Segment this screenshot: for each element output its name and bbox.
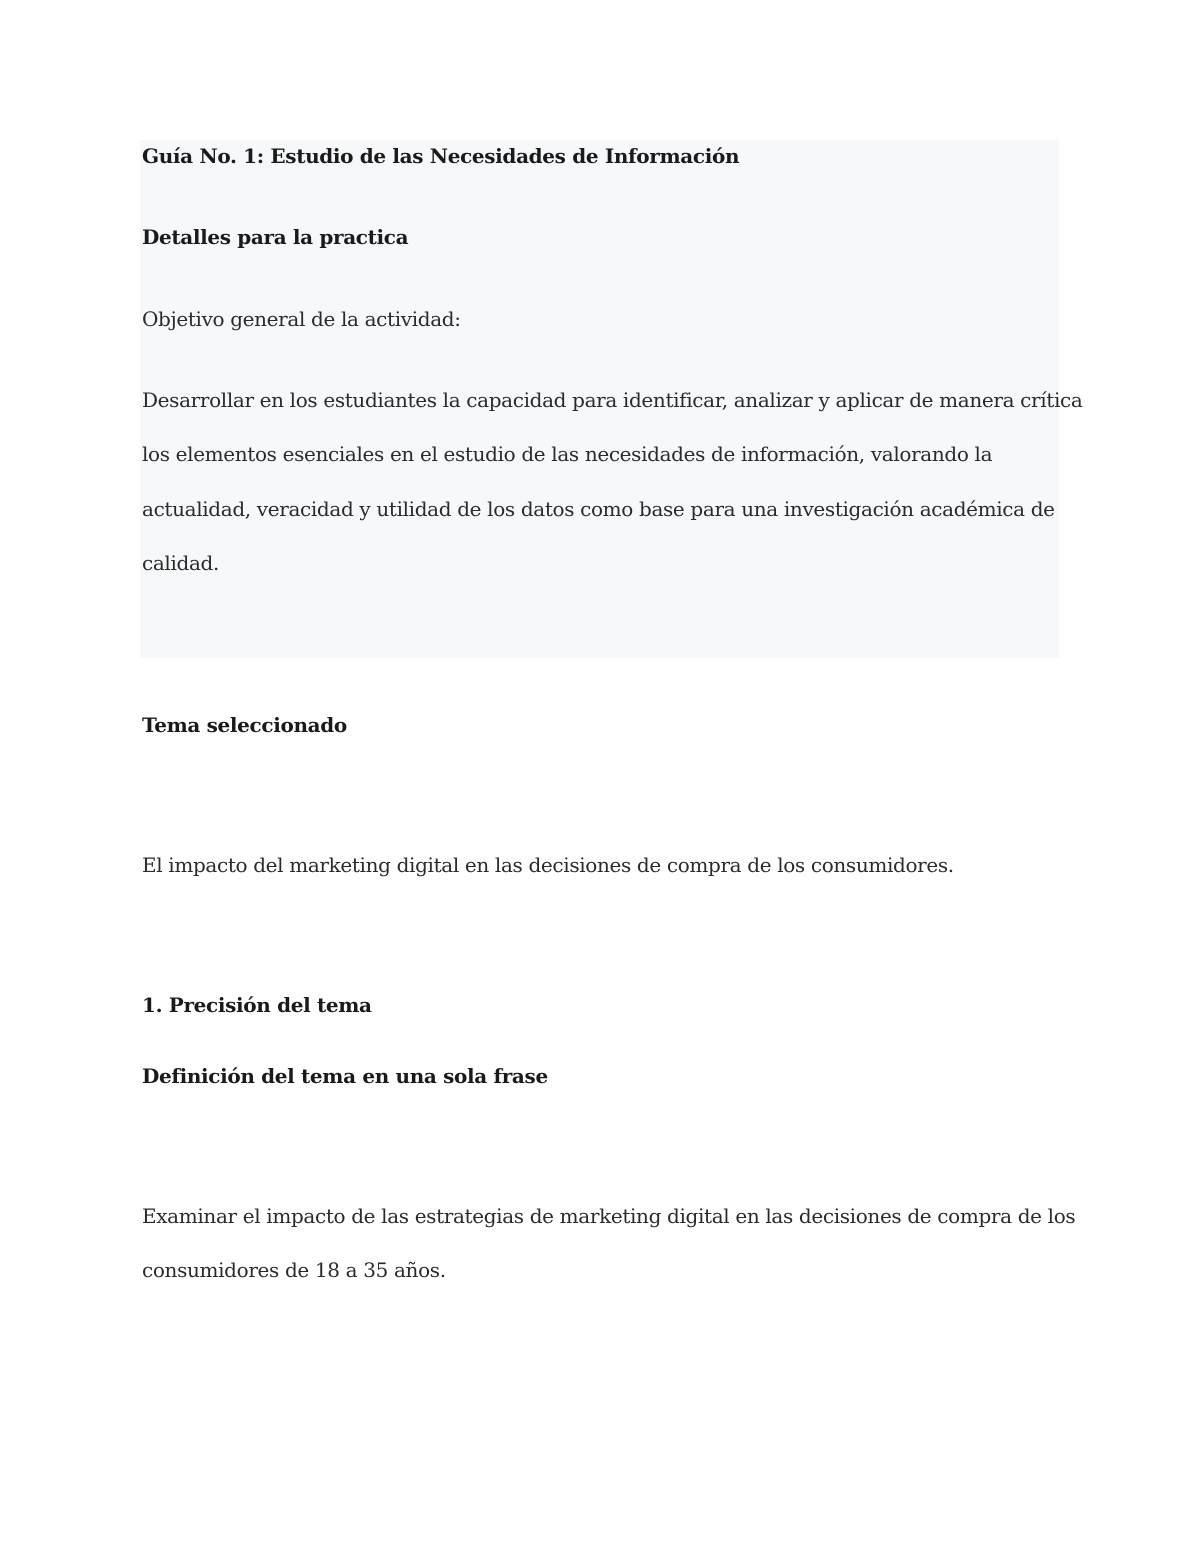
objective-line-4: calidad.: [142, 551, 220, 575]
section-1-subheading: Definición del tema en una sola frase: [142, 1064, 548, 1088]
section-1-heading: 1. Precisión del tema: [142, 993, 372, 1017]
objective-line-1: Desarrollar en los estudiantes la capacidad para identificar, analizar y aplicar de manera crítica: [142, 388, 1083, 412]
guide-title: Guía No. 1: Estudio de las Necesidades de Información: [142, 144, 740, 168]
definition-line-2: consumidores de 18 a 35 años.: [142, 1258, 446, 1282]
topic-heading: Tema seleccionado: [142, 713, 347, 737]
practice-heading: Detalles para la practica: [142, 225, 409, 249]
objective-line-3: actualidad, veracidad y utilidad de los datos como base para una investigación académica de: [142, 497, 1055, 521]
objective-label: Objetivo general de la actividad:: [142, 307, 461, 331]
topic-text: El impacto del marketing digital en las decisiones de compra de los consumidores.: [142, 853, 954, 877]
definition-line-1: Examinar el impacto de las estrategias de marketing digital en las decisiones de compra de los: [142, 1204, 1076, 1228]
objective-line-2: los elementos esenciales en el estudio de las necesidades de información, valorando la: [142, 442, 993, 466]
